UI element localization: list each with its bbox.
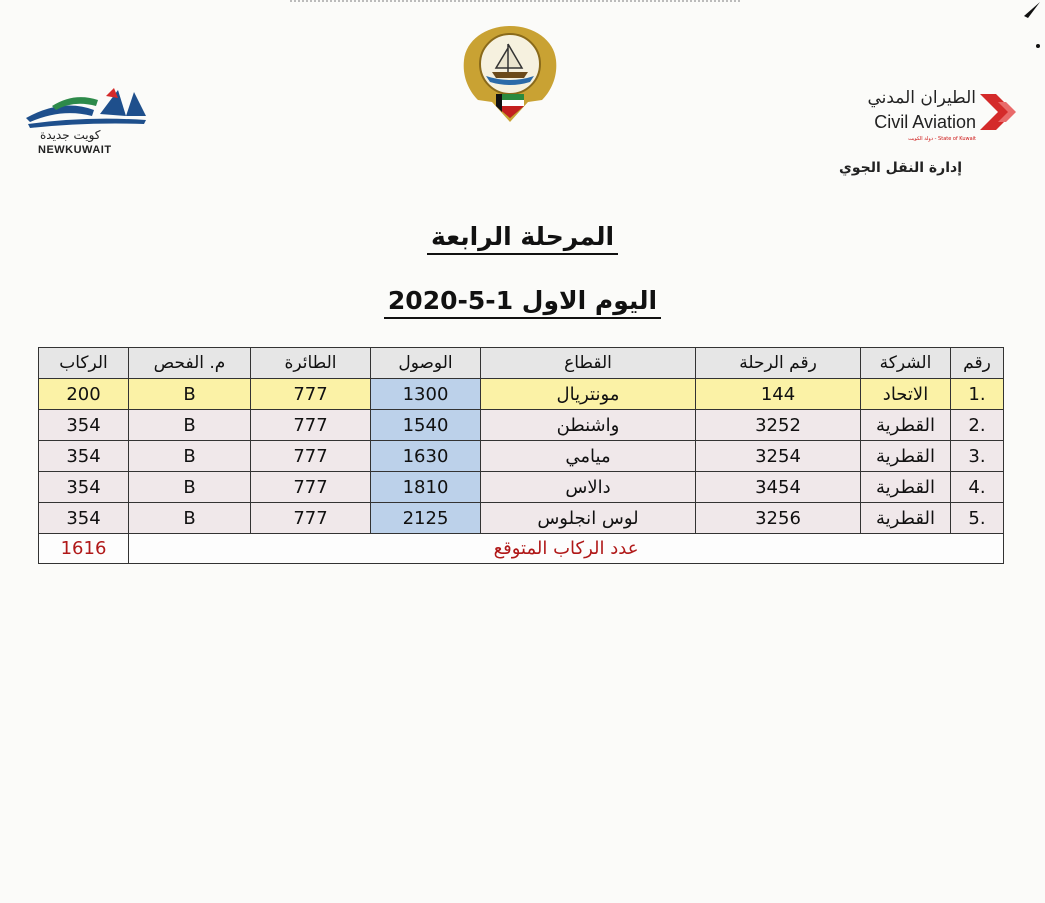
total-row [39,534,1004,564]
cell-arrival: 1630 [371,441,481,472]
header-arrival: الوصول [371,348,481,379]
header-number: رقم [951,348,1004,379]
cell-inspection: B [129,441,251,472]
cell-arrival: 1540 [371,410,481,441]
cell-aircraft: 777 [251,441,371,472]
cell-aircraft: 777 [251,503,371,534]
cell-inspection: B [129,379,251,410]
phase-title: المرحلة الرابعة [0,222,1045,251]
table-header-row [39,348,1004,379]
cell-company: القطرية [861,472,951,503]
cell-arrival: 1810 [371,472,481,503]
cell-passengers: 354 [39,472,129,503]
kuwait-emblem-icon [456,22,564,126]
cell-arrival: 2125 [371,503,481,534]
cell-sector: لوس انجلوس [481,503,696,534]
cell-company: القطرية [861,441,951,472]
header-inspection: م. الفحص [129,348,251,379]
top-dotted-line [290,0,740,4]
new-kuwait-arabic: كويت جديدة [40,128,101,142]
cell-sector: واشنطن [481,410,696,441]
cell-aircraft: 777 [251,379,371,410]
pen-mark-icon [1010,0,1045,60]
cell-flight-no: 3254 [696,441,861,472]
cell-number: 4. [951,472,1004,503]
table-row [39,472,1004,503]
total-passengers-value: 1616 [39,534,129,564]
table-row [39,410,1004,441]
civil-aviation-chevron-icon [976,90,1024,134]
cell-number: 3. [951,441,1004,472]
header-aircraft: الطائرة [251,348,371,379]
cell-sector: ميامي [481,441,696,472]
table-row [39,441,1004,472]
department-name: إدارة النقل الجوي [839,160,962,176]
cell-inspection: B [129,503,251,534]
cell-passengers: 354 [39,503,129,534]
civil-aviation-arabic: الطيران المدني [867,88,976,108]
cell-inspection: B [129,410,251,441]
cell-inspection: B [129,472,251,503]
table-row [39,379,1004,410]
header-sector: القطاع [481,348,696,379]
cell-flight-no: 3252 [696,410,861,441]
day-subtitle: اليوم الاول 1-5-2020 [0,286,1045,315]
cell-number: 1. [951,379,1004,410]
cell-flight-no: 144 [696,379,861,410]
cell-flight-no: 3454 [696,472,861,503]
new-kuwait-english: NEWKUWAIT [38,144,112,156]
cell-company: الاتحاد [861,379,951,410]
cell-aircraft: 777 [251,472,371,503]
header-flight-no: رقم الرحلة [696,348,861,379]
table-row [39,503,1004,534]
civil-aviation-english: Civil Aviation [874,112,976,132]
cell-number: 2. [951,410,1004,441]
header-passengers: الركاب [39,348,129,379]
cell-sector: دالاس [481,472,696,503]
header-company: الشركة [861,348,951,379]
cell-company: القطرية [861,410,951,441]
cell-company: القطرية [861,503,951,534]
cell-passengers: 354 [39,441,129,472]
civil-aviation-sub: دولة الكويت - State of Kuwait [908,136,976,142]
flights-table [38,347,1004,564]
cell-arrival: 1300 [371,379,481,410]
cell-passengers: 200 [39,379,129,410]
total-passengers-label: عدد الركاب المتوقع [129,534,1004,564]
cell-passengers: 354 [39,410,129,441]
cell-sector: مونتريال [481,379,696,410]
cell-flight-no: 3256 [696,503,861,534]
cell-aircraft: 777 [251,410,371,441]
cell-number: 5. [951,503,1004,534]
